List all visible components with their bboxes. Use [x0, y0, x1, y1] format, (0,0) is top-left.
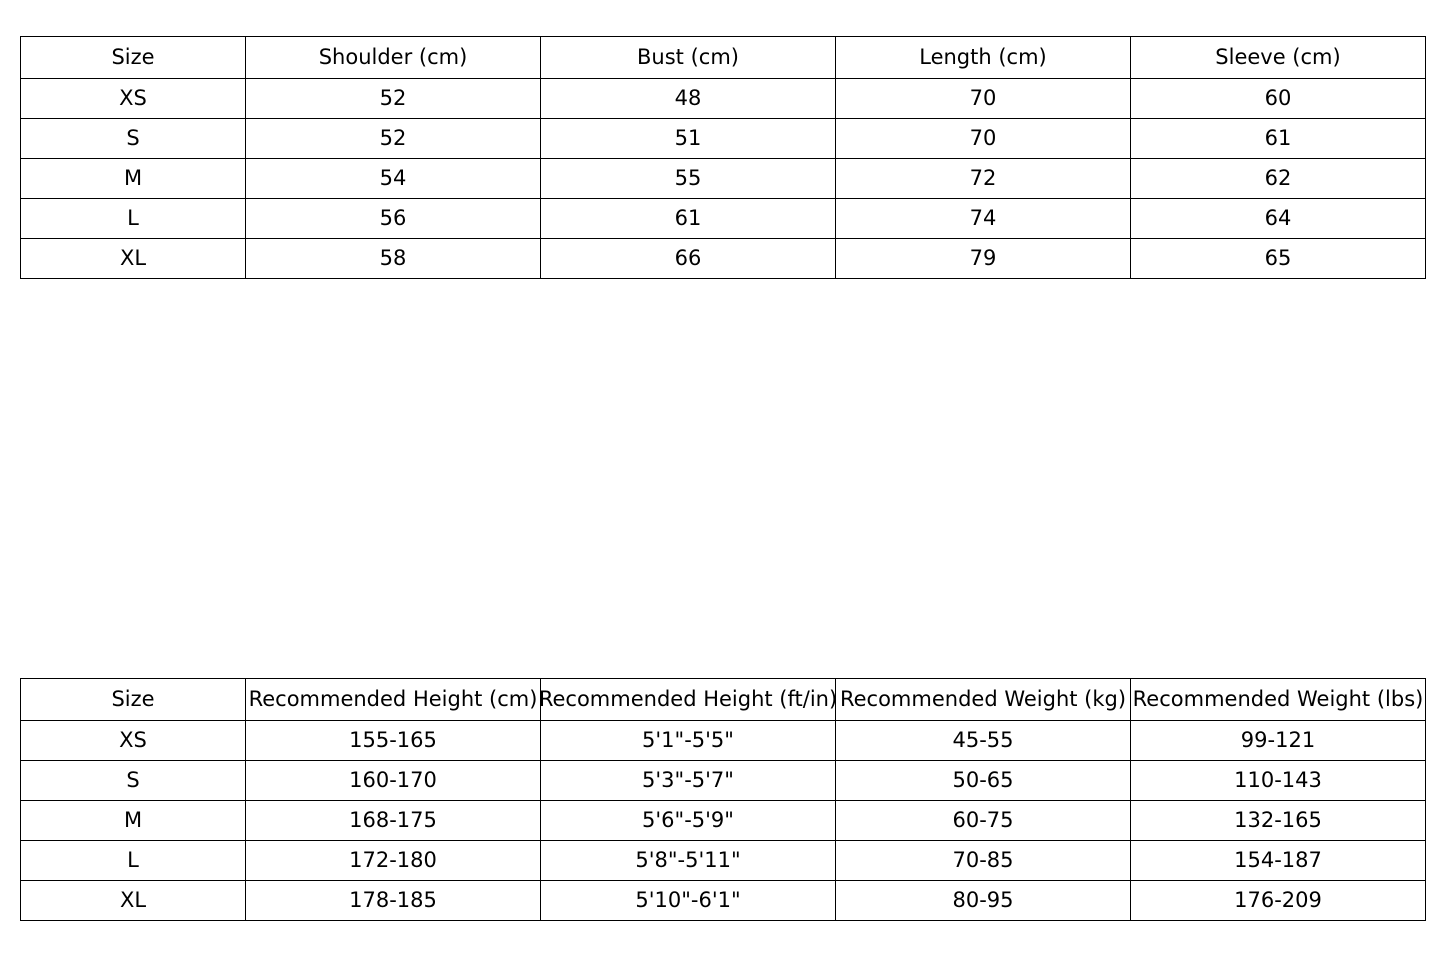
cell-bust: 48	[541, 79, 836, 119]
column-header-length: Length (cm)	[836, 37, 1131, 79]
column-header-weight-lbs	[1131, 679, 1426, 721]
cell-sleeve: 65	[1131, 239, 1426, 279]
column-header-weight-kg	[836, 679, 1131, 721]
cell-bust: 51	[541, 119, 836, 159]
cell-bust: 66	[541, 239, 836, 279]
cell-sleeve: 60	[1131, 79, 1426, 119]
column-header-height-cm-label: Recommended Height (cm)	[248, 687, 538, 711]
cell-shoulder: 52	[246, 119, 541, 159]
cell-height-cm: 168-175	[246, 801, 541, 841]
table-row	[21, 801, 1426, 841]
cell-height-ftin: 5'1"-5'5"	[541, 721, 836, 761]
cell-length: 70	[836, 79, 1131, 119]
cell-height-ftin: 5'8"-5'11"	[541, 841, 836, 881]
table-row	[21, 881, 1426, 921]
table-row	[21, 239, 1426, 279]
column-header-height-cm	[246, 679, 541, 721]
cell-shoulder: 56	[246, 199, 541, 239]
cell-size: L	[21, 199, 246, 239]
table-row	[21, 159, 1426, 199]
cell-weight-kg: 80-95	[836, 881, 1131, 921]
cell-sleeve: 64	[1131, 199, 1426, 239]
column-header-bust: Bust (cm)	[541, 37, 836, 79]
column-header-height-ftin-label: Recommended Height (ft/in)	[538, 687, 838, 711]
column-header-weight-lbs-label: Recommended Weight (lbs)	[1132, 687, 1424, 711]
cell-size: XS	[21, 721, 246, 761]
column-header-size: Size	[21, 679, 246, 721]
garment-measurements-table	[20, 36, 1426, 279]
cell-height-ftin: 5'3"-5'7"	[541, 761, 836, 801]
cell-size: S	[21, 761, 246, 801]
column-header-shoulder: Shoulder (cm)	[246, 37, 541, 79]
fit-guide-table	[20, 678, 1426, 921]
table-header-row	[21, 37, 1426, 79]
table-row	[21, 79, 1426, 119]
cell-weight-kg: 50-65	[836, 761, 1131, 801]
column-header-height-ftin	[538, 679, 838, 721]
table-row	[21, 119, 1426, 159]
cell-height-cm: 160-170	[246, 761, 541, 801]
column-header-weight-kg-label: Recommended Weight (kg)	[839, 687, 1127, 711]
cell-size: XL	[21, 239, 246, 279]
column-header-sleeve: Sleeve (cm)	[1131, 37, 1426, 79]
cell-shoulder: 52	[246, 79, 541, 119]
cell-weight-kg: 60-75	[836, 801, 1131, 841]
cell-bust: 61	[541, 199, 836, 239]
cell-length: 79	[836, 239, 1131, 279]
cell-bust: 55	[541, 159, 836, 199]
cell-height-cm: 178-185	[246, 881, 541, 921]
cell-size: M	[21, 801, 246, 841]
table-row	[21, 761, 1426, 801]
cell-size: XL	[21, 881, 246, 921]
cell-height-ftin: 5'10"-6'1"	[541, 881, 836, 921]
cell-shoulder: 58	[246, 239, 541, 279]
cell-height-cm: 155-165	[246, 721, 541, 761]
cell-size: XS	[21, 79, 246, 119]
cell-weight-lbs: 176-209	[1131, 881, 1426, 921]
cell-weight-lbs: 154-187	[1131, 841, 1426, 881]
table-row	[21, 721, 1426, 761]
cell-length: 74	[836, 199, 1131, 239]
cell-length: 72	[836, 159, 1131, 199]
cell-weight-lbs: 110-143	[1131, 761, 1426, 801]
cell-height-cm: 172-180	[246, 841, 541, 881]
table-row	[21, 841, 1426, 881]
cell-size: M	[21, 159, 246, 199]
cell-size: S	[21, 119, 246, 159]
cell-sleeve: 61	[1131, 119, 1426, 159]
cell-height-ftin: 5'6"-5'9"	[541, 801, 836, 841]
cell-sleeve: 62	[1131, 159, 1426, 199]
cell-weight-lbs: 132-165	[1131, 801, 1426, 841]
table-header-row	[21, 679, 1426, 721]
cell-weight-kg: 45-55	[836, 721, 1131, 761]
cell-length: 70	[836, 119, 1131, 159]
cell-size: L	[21, 841, 246, 881]
cell-weight-lbs: 99-121	[1131, 721, 1426, 761]
table-row	[21, 199, 1426, 239]
cell-shoulder: 54	[246, 159, 541, 199]
cell-weight-kg: 70-85	[836, 841, 1131, 881]
column-header-size: Size	[21, 37, 246, 79]
